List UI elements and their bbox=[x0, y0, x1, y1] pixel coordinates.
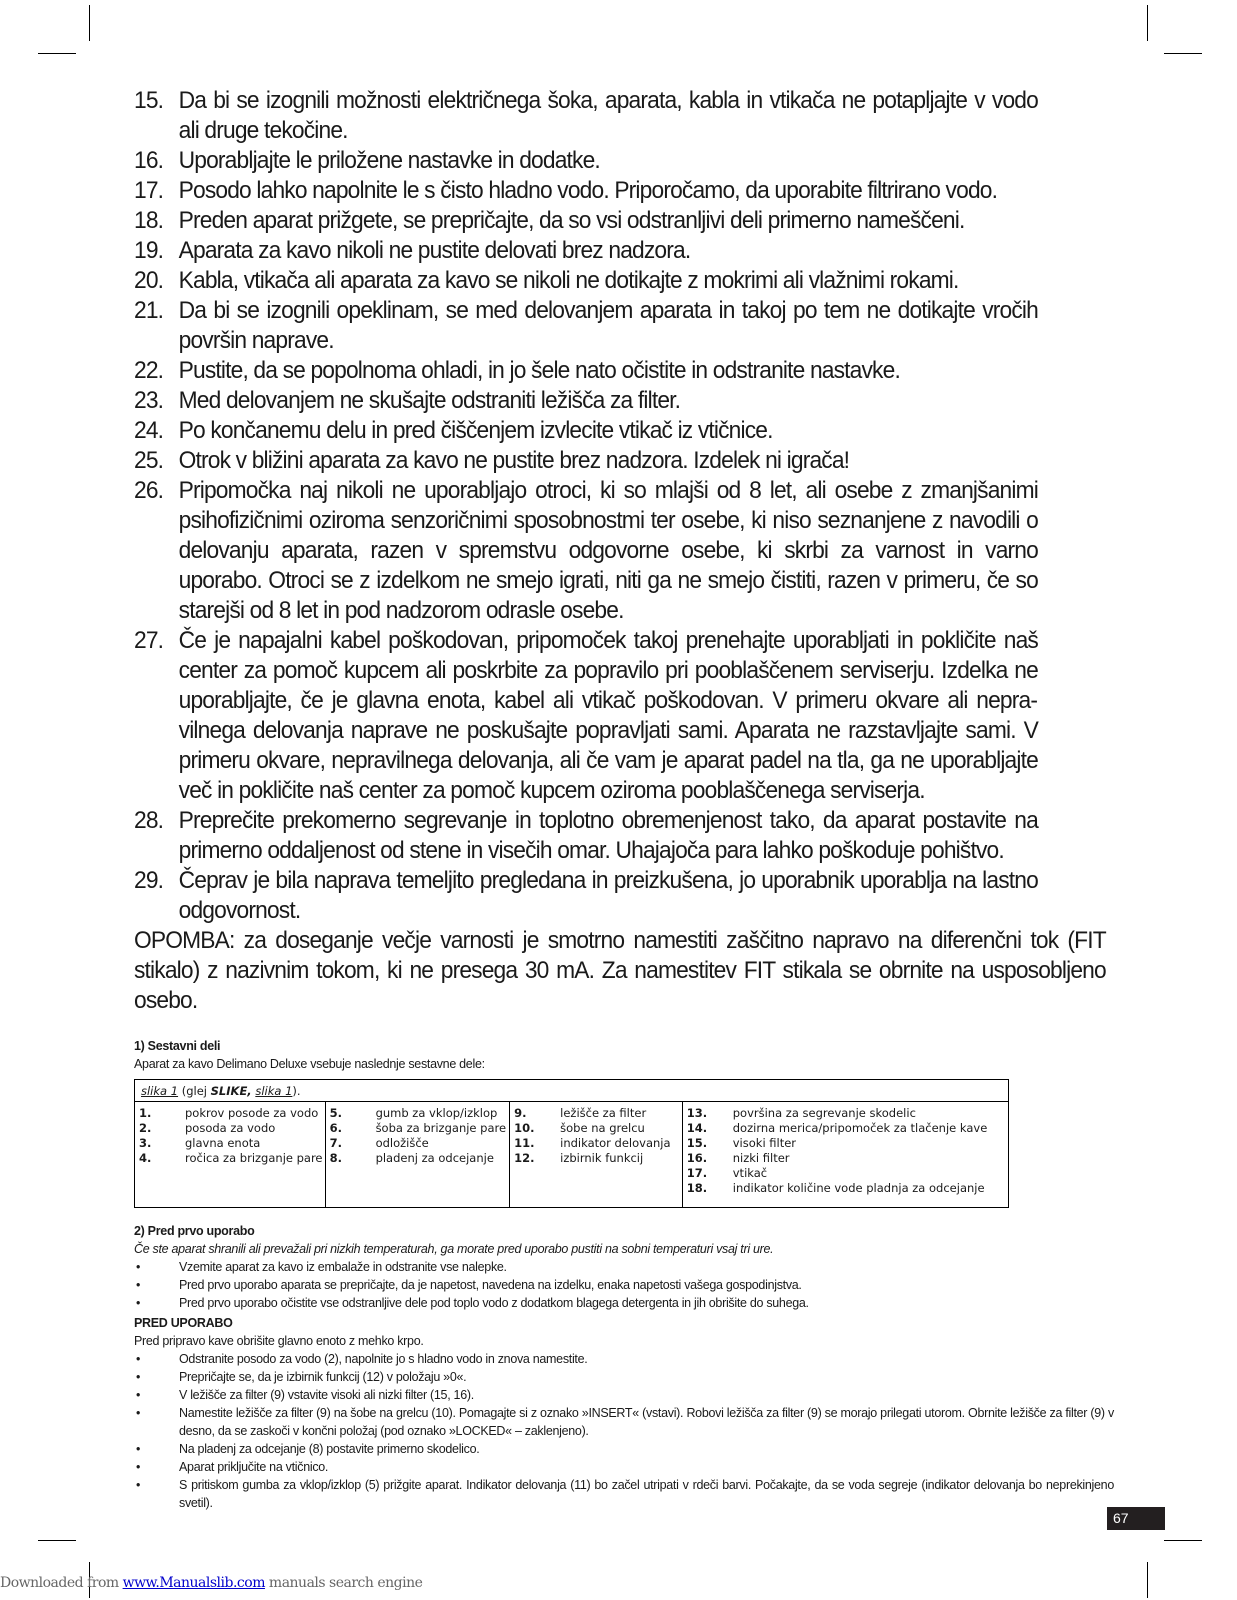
item-text: Da bi se izognili možnosti električnega šoka, aparata, kabla in vtikača ne potapljajte v vodo ali druge tekočine. bbox=[178, 87, 1038, 144]
bullet-icon: • bbox=[136, 1478, 141, 1492]
part-label: pokrov posode za vodo bbox=[185, 1106, 319, 1120]
list-item bbox=[134, 866, 1038, 926]
section-1-heading: 1) Sestavni deli bbox=[134, 1039, 221, 1053]
item-text: Preden aparat prižgete, se prepričajte, da so vsi odstranljivi deli primerno nameščeni. bbox=[178, 207, 965, 234]
bullet-text: Na pladenj za odcejanje (8) postavite primerno skodelico. bbox=[179, 1442, 480, 1456]
part-number: 4. bbox=[139, 1151, 152, 1165]
part-label: ročica za brizganje pare bbox=[185, 1151, 323, 1165]
part-row bbox=[330, 1151, 510, 1166]
list-item bbox=[134, 296, 1038, 356]
parts-table bbox=[134, 1079, 1009, 1208]
section-1-intro: Aparat za kavo Delimano Deluxe vsebuje naslednje sestavne dele: bbox=[134, 1057, 485, 1071]
section-2-intro: Če ste aparat shranili ali prevažali pri nizkih temperaturah, ga morate pred uporabo pustiti na sobni temperaturi vsaj tri ure. bbox=[134, 1242, 774, 1256]
pred-uporabo-heading: PRED UPORABO bbox=[134, 1316, 233, 1330]
item-number: 19. bbox=[134, 237, 164, 264]
bullet-icon: • bbox=[136, 1460, 141, 1474]
list-item bbox=[134, 356, 1038, 386]
list-item bbox=[134, 446, 1038, 476]
bullet-text: Odstranite posodo za vodo (2), napolnite jo s hladno vodo in znova namestite. bbox=[179, 1352, 588, 1366]
item-text: Po končanemu delu in pred čiščenjem izvlecite vtikač iz vtičnice. bbox=[178, 417, 773, 444]
bullet-text: Namestite ležišče za filter (9) na šobe na grelcu (10). Pomagajte si z oznako »INSERT« (vstavi). Robovi ležišča za filter (9) se morajo prilegati utorom. Obrnite ležišče za filter (9) v desno, da se zaskoči v končni položaj (pod oznako »LOCKED« – zaklenjeno). bbox=[179, 1406, 1114, 1438]
part-label: vtikač bbox=[732, 1166, 768, 1180]
list-item bbox=[134, 626, 1038, 806]
figure-reference: slika 1 bbox=[141, 1084, 179, 1098]
bullet-item bbox=[134, 1386, 1114, 1404]
part-row bbox=[514, 1121, 682, 1136]
bullet-text: Pred prvo uporabo očistite vse odstranljive dele pod toplo vodo z dodatkom blagega detergenta in jih obrišite do suhega. bbox=[179, 1296, 809, 1310]
bullet-icon: • bbox=[136, 1296, 141, 1310]
part-row bbox=[139, 1121, 325, 1136]
part-row bbox=[139, 1136, 325, 1151]
part-label: izbirnik funkcij bbox=[560, 1151, 644, 1165]
part-label: dozirna merica/pripomoček za tlačenje kave bbox=[732, 1121, 988, 1135]
parts-column bbox=[683, 1102, 1008, 1207]
bullet-text: S pritiskom gumba za vklop/izklop (5) prižgite aparat. Indikator delovanja (11) bo začel utripati v rdeči barvi. Počakajte, da se voda segreje (indikator delovanja bo neprekinjeno svetil). bbox=[179, 1478, 1114, 1510]
parts-column bbox=[326, 1102, 511, 1207]
bullet-item bbox=[134, 1404, 1114, 1440]
item-text: Če je napajalni kabel poškodovan, pripomoček takoj prenehajte uporabljati in pokličite naš center za pomoč kupcem ali poskrbite za popravilo pri pooblaščenem serviserju. Izdelka ne uporabljajte, če je glavna enota, kabel ali vtikač poškodovan. V primeru okvare ali nepravilnega delovanja naprave ne poskušajte popravljati sami. Aparata ne razstavljajte sami. V primeru okvare, nepravilnega delovanja, ali če vam je aparat padel na tla, ga ne uporabljajte več in pokličite naš center za pomoč kupcem oziroma pooblaščenega serviserja. bbox=[178, 627, 1038, 804]
safety-instructions-list bbox=[134, 86, 1038, 926]
part-number: 12. bbox=[514, 1151, 535, 1165]
parts-column bbox=[135, 1102, 326, 1207]
part-number: 15. bbox=[686, 1136, 708, 1150]
part-row bbox=[514, 1136, 682, 1151]
crop-mark bbox=[38, 53, 76, 54]
item-number: 21. bbox=[134, 297, 164, 324]
bullet-text: Prepričajte se, da je izbirnik funkcij (12) v položaju »0«. bbox=[179, 1370, 467, 1384]
item-number: 23. bbox=[134, 387, 164, 414]
bullet-item bbox=[134, 1294, 1114, 1312]
part-label: indikator delovanja bbox=[560, 1136, 671, 1150]
part-label: posoda za vodo bbox=[185, 1121, 276, 1135]
part-row bbox=[687, 1106, 1008, 1121]
item-number: 20. bbox=[134, 267, 164, 294]
part-row bbox=[330, 1121, 510, 1136]
part-label: šobe na grelcu bbox=[560, 1121, 645, 1135]
part-row bbox=[139, 1151, 325, 1166]
item-number: 26. bbox=[134, 477, 164, 504]
part-number: 8. bbox=[329, 1151, 342, 1165]
item-number: 28. bbox=[134, 807, 164, 834]
part-label: gumb za vklop/izklop bbox=[375, 1106, 498, 1120]
item-number: 25. bbox=[134, 447, 164, 474]
list-item bbox=[134, 176, 1038, 206]
part-row bbox=[687, 1181, 1008, 1196]
bullet-text: Aparat priključite na vtičnico. bbox=[179, 1460, 329, 1474]
part-row bbox=[514, 1151, 682, 1166]
part-number: 2. bbox=[139, 1121, 152, 1135]
part-row bbox=[514, 1106, 682, 1121]
list-item bbox=[134, 806, 1038, 866]
item-text: Preprečite prekomerno segrevanje in toplotno obremenjenost tako, da aparat postavite na primerno oddaljenost od stene in visečih omar. Uhajajoča para lahko poškoduje pohištvo. bbox=[178, 807, 1038, 864]
bullet-icon: • bbox=[136, 1388, 141, 1402]
list-item bbox=[134, 476, 1038, 626]
bullet-item bbox=[134, 1476, 1114, 1512]
list-item bbox=[134, 236, 1038, 266]
item-number: 27. bbox=[134, 627, 164, 654]
part-label: odložišče bbox=[375, 1136, 429, 1150]
part-label: šoba za brizganje pare bbox=[375, 1121, 507, 1135]
list-item bbox=[134, 416, 1038, 446]
item-text: Pustite, da se popolnoma ohladi, in jo šele nato očistite in odstranite nastavke. bbox=[178, 357, 900, 384]
bullet-text: V ležišče za filter (9) vstavite visoki ali nizki filter (15, 16). bbox=[179, 1388, 474, 1402]
bullet-item bbox=[134, 1258, 1114, 1276]
item-number: 22. bbox=[134, 357, 164, 384]
part-number: 14. bbox=[686, 1121, 708, 1135]
part-number: 16. bbox=[686, 1151, 708, 1165]
part-number: 1. bbox=[139, 1106, 152, 1120]
item-text: Med delovanjem ne skušajte odstraniti ležišča za filter. bbox=[178, 387, 681, 414]
item-text: Uporabljajte le priložene nastavke in dodatke. bbox=[178, 147, 600, 174]
list-item bbox=[134, 86, 1038, 146]
manualslib-link[interactable]: www.Manualslib.com bbox=[122, 1575, 265, 1591]
bullet-text: Vzemite aparat za kavo iz embalaže in odstranite vse nalepke. bbox=[179, 1260, 507, 1274]
part-row bbox=[330, 1136, 510, 1151]
item-text: Posodo lahko napolnite le s čisto hladno vodo. Priporočamo, da uporabite filtrirano vodo. bbox=[178, 177, 998, 204]
item-number: 17. bbox=[134, 177, 164, 204]
list-item bbox=[134, 146, 1038, 176]
bullet-item bbox=[134, 1458, 1114, 1476]
crop-mark bbox=[1164, 1540, 1202, 1541]
bullet-icon: • bbox=[136, 1442, 141, 1456]
list-item bbox=[134, 266, 1038, 296]
list-item bbox=[134, 386, 1038, 416]
download-footer: Downloaded from www.Manualslib.com manuals search engine bbox=[0, 1575, 423, 1591]
part-row bbox=[139, 1106, 325, 1121]
item-number: 16. bbox=[134, 147, 164, 174]
safety-note: OPOMBA: za doseganje večje varnosti je smotrno namestiti zaščitno napravo na diferenčni tok (FIT stikalo) z nazivnim tokom, ki ne presega 30 mA. Za namestitev FIT stikala se obrnite na usposobljeno osebo. bbox=[134, 927, 1106, 1014]
item-number: 15. bbox=[134, 87, 164, 114]
part-row bbox=[330, 1106, 510, 1121]
crop-mark bbox=[89, 5, 90, 41]
part-number: 9. bbox=[514, 1106, 527, 1120]
part-number: 13. bbox=[686, 1106, 708, 1120]
bullet-icon: • bbox=[136, 1260, 141, 1274]
item-text: Da bi se izognili opeklinam, se med delovanjem aparata in takoj po tem ne dotikajte vročih površin naprave. bbox=[178, 297, 1038, 354]
item-text: Čeprav je bila naprava temeljito pregledana in preizkušena, jo uporabnik uporablja na lastno odgovornost. bbox=[178, 867, 1038, 924]
parts-column bbox=[510, 1102, 683, 1207]
part-number: 5. bbox=[329, 1106, 342, 1120]
bullet-item bbox=[134, 1440, 1114, 1458]
item-number: 24. bbox=[134, 417, 164, 444]
pred-uporabo-intro: Pred pripravo kave obrišite glavno enoto z mehko krpo. bbox=[134, 1334, 424, 1348]
part-number: 11. bbox=[514, 1136, 535, 1150]
item-text: Pripomočka naj nikoli ne uporabljajo otroci, ki so mlajši od 8 let, ali osebe z zmanjšanimi psihofizičnimi oziroma senzoričnimi sposobnostmi ter osebe, ki niso seznanjene z navodili o delovanju aparata, razen v spremstvu odgovorne osebe, ki skrbi za varnost in varno uporabo. Otroci se z izdelkom ne smejo igrati, niti ga ne smejo čistiti, razen v primeru, če so starejši od 8 let in pod nadzorom odrasle osebe. bbox=[178, 477, 1038, 624]
part-number: 6. bbox=[329, 1121, 342, 1135]
part-label: nizki filter bbox=[732, 1151, 790, 1165]
bullet-text: Pred prvo uporabo aparata se prepričajte, da je napetost, navedena na izdelku, enaka napetosti vašega gospodinjstva. bbox=[179, 1278, 802, 1292]
crop-mark bbox=[1164, 53, 1202, 54]
part-row bbox=[687, 1166, 1008, 1181]
bullet-icon: • bbox=[136, 1370, 141, 1384]
crop-mark bbox=[1147, 5, 1148, 41]
bullet-icon: • bbox=[136, 1352, 141, 1366]
item-text: Otrok v bližini aparata za kavo ne pustite brez nadzora. Izdelek ni igrača! bbox=[178, 447, 850, 474]
parts-columns bbox=[135, 1102, 1008, 1207]
part-number: 17. bbox=[686, 1166, 708, 1180]
part-label: površina za segrevanje skodelic bbox=[732, 1106, 916, 1120]
part-label: visoki filter bbox=[732, 1136, 797, 1150]
page-number: 67 bbox=[1107, 1507, 1165, 1530]
item-number: 18. bbox=[134, 207, 164, 234]
crop-mark bbox=[1147, 1562, 1148, 1598]
part-row bbox=[687, 1121, 1008, 1136]
part-row bbox=[687, 1151, 1008, 1166]
table-caption: slika 1 (glej SLIKE, slika 1). bbox=[135, 1080, 1008, 1102]
bullet-icon: • bbox=[136, 1278, 141, 1292]
bullet-item bbox=[134, 1368, 1114, 1386]
part-label: pladenj za odcejanje bbox=[375, 1151, 494, 1165]
bullet-icon: • bbox=[136, 1406, 141, 1420]
part-number: 3. bbox=[139, 1136, 152, 1150]
part-label: indikator količine vode pladnja za odcejanje bbox=[732, 1181, 985, 1195]
figure-reference: slika 1 bbox=[255, 1084, 293, 1098]
part-number: 10. bbox=[514, 1121, 535, 1135]
part-number: 18. bbox=[686, 1181, 708, 1195]
list-item bbox=[134, 206, 1038, 236]
part-number: 7. bbox=[329, 1136, 342, 1150]
bullet-item bbox=[134, 1276, 1114, 1294]
item-number: 29. bbox=[134, 867, 164, 894]
section-2-heading: 2) Pred prvo uporabo bbox=[134, 1224, 255, 1238]
item-text: Kabla, vtikača ali aparata za kavo se nikoli ne dotikajte z mokrimi ali vlažnimi rokami. bbox=[178, 267, 959, 294]
bullet-item bbox=[134, 1350, 1114, 1368]
crop-mark bbox=[38, 1540, 76, 1541]
part-label: glavna enota bbox=[185, 1136, 261, 1150]
part-label: ležišče za filter bbox=[560, 1106, 647, 1120]
part-row bbox=[687, 1136, 1008, 1151]
item-text: Aparata za kavo nikoli ne pustite delovati brez nadzora. bbox=[178, 237, 691, 264]
